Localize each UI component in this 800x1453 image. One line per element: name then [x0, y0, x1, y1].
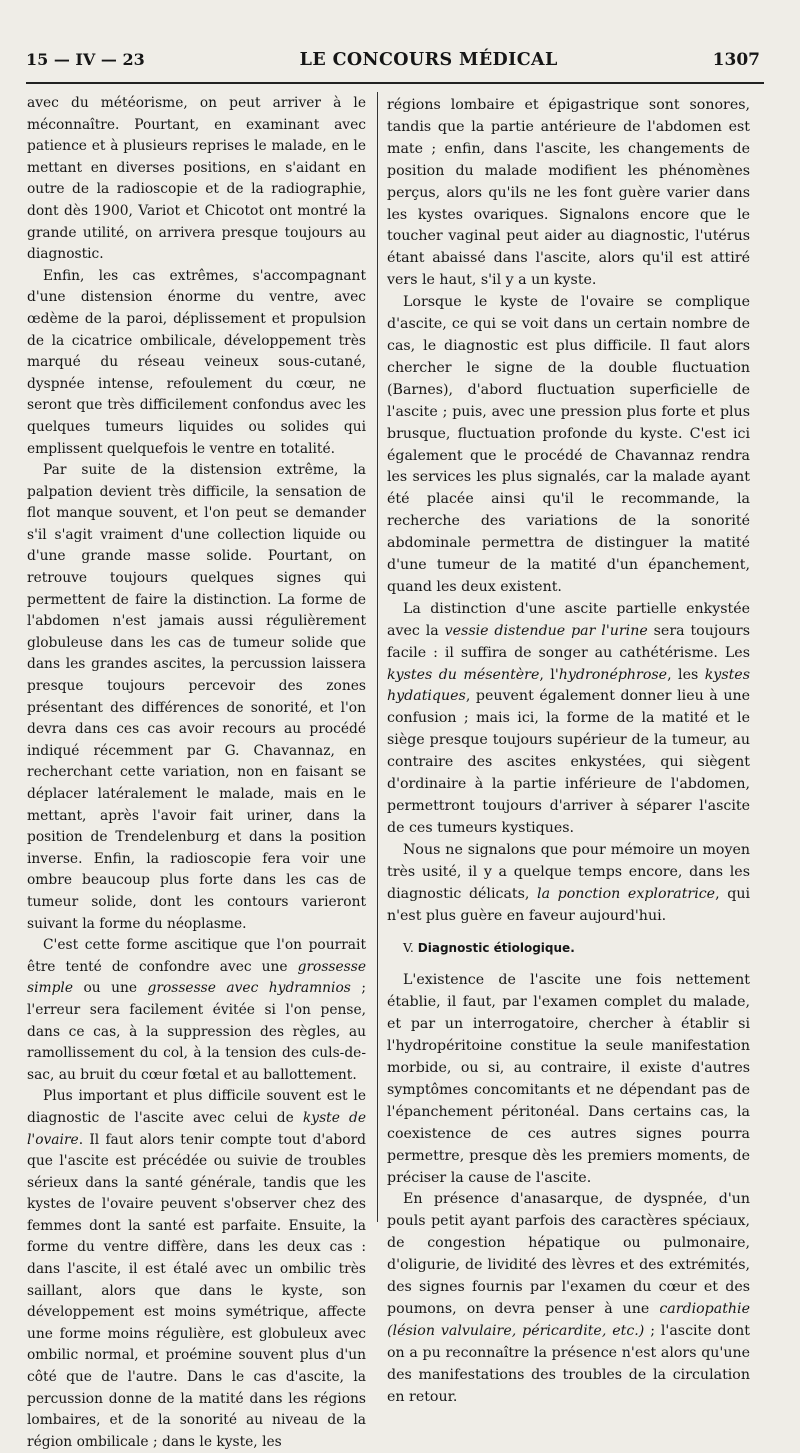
paragraph: L'existence de l'ascite une fois nettement établie, il faut, par l'examen complet du malade, et par un interrogatoire, chercher à établir si l'hydropéritoine constitue la seule manifestation morbide, ou si, au contraire, il existe d'autres symptômes concomitants et ne dépendant pas de l'épanchement péritonéal. Dans certains cas, la coexistence de ces autres signes pourra permettre, presque dès les premiers moments, de préciser la cause de l'ascite. — [387, 972, 750, 1186]
right-column — [387, 95, 750, 1408]
issue-date: 15 — IV — 23 — [26, 50, 145, 69]
paragraph: Enfin, les cas extrêmes, s'accompagnant d'une distension énorme du ventre, avec œdème de la paroi, déplissement et propulsion de la cicatrice ombilicale, développement très marqué du réseau veineux sous-cutané, dyspnée intense, refoulement du cœur, ne seront que très difficilement confondus avec les quelques tumeurs liquides ou solides qui emplissent quelquefois le ventre en totalité. — [27, 267, 366, 457]
paragraph: Nous ne signalons que pour mémoire un moyen très usité, il y a quelque temps encore, dans les diagnostic délicats, la ponction exploratrice, qui n'est plus guère en faveur aujourd'hui. — [387, 841, 750, 924]
paragraph: avec du météorisme, on peut arriver à le méconnaître. Pourtant, en examinant avec patience et à plusieurs reprises le malade, en le mettant en diverses positions, en s'aidant en outre de la radioscopie et de la radiographie, dont dès 1900, Variot et Chicotot ont montré la grande utilité, on arrivera presque toujours au diagnostic. — [27, 95, 366, 263]
paragraph: En présence d'anasarque, de dyspnée, d'un pouls petit ayant parfois des caractères spéciaux, de congestion hépatique ou pulmonaire, d'oligurie, de lividité des lèvres et des extrémités, des signes fournis par l'examen du cœur et des poumons, on devra penser à une cardiopathie (lésion valvulaire, péricardite, etc.) ; l'ascite dont on a pu reconnaître la présence n'est alors qu'une des manifestations des troubles de la circulation en retour. — [387, 1191, 750, 1405]
paragraph: Par suite de la distension extrême, la palpation devient très difficile, la sensation de flot manque souvent, et l'on peut se demander s'il s'agit vraiment d'une collection liquide ou d'une grande masse solide. Pourtant, on retrouve toujours quelques signes qui permettent de faire la distinction. La forme de l'abdomen n'est jamais aussi régulièrement globuleuse dans les cas de tumeur solide que dans les grandes ascites, la percussion laissera presque toujours percevoir des zones présentant des différences de sonorité, et l'on devra dans ces cas avoir recours au procédé indiqué récemment par G. Chavannaz, en recherchant cette variation, non en faisant se déplacer latéralement le malade, mais en le mettant, après l'avoir fait uriner, dans la position de Trendelenburg et dans la position inverse. Enfin, la radioscopie fera voir une ombre beaucoup plus forte dans les cas de tumeur solide, dont les contours varieront suivant la forme du néoplasme. — [27, 462, 366, 932]
column-divider — [377, 92, 378, 1222]
page-number: 1307 — [712, 50, 760, 70]
journal-title: LE CONCOURS MÉDICAL — [299, 50, 558, 70]
running-header — [26, 50, 760, 80]
paragraph: C'est cette forme ascitique que l'on pourrait être tenté de confondre avec une grossesse simple ou une grossesse avec hydramnios ; l'erreur sera facilement évitée si l'on pense, dans ce cas, à la suppression des règles, au ramollissement du col, à la tension des culs-de-sac, au bruit du cœur fœtal et au ballottement. — [27, 937, 366, 1083]
paragraph: Lorsque le kyste de l'ovaire se complique d'ascite, ce qui se voit dans un certain nombre de cas, le diagnostic est plus difficile. Il faut alors chercher le signe de la double fluctuation (Barnes), d'abord fluctuation superficielle de l'ascite ; puis, avec une pression plus forte et plus brusque, fluctuation profonde du kyste. C'est ici également que le procédé de Chavannaz rendra les services les plus signalés, car la malade ayant été placée ainsi qu'il le recommande, la recherche des variations de la sonorité abdominale permettra de distinguer la matité d'une tumeur de la matité d'un épanchement, quand les deux existent. — [387, 294, 750, 595]
paragraph: régions lombaire et épigastrique sont sonores, tandis que la partie antérieure de l'abdomen est mate ; enfin, dans l'ascite, les changements de position du malade modifient les phénomènes perçus, alors qu'ils ne les font guère varier dans les kystes ovariques. Signalons encore que le toucher vaginal peut aider au diagnostic, l'utérus étant abaissé dans l'ascite, alors qu'il est attiré vers le haut, s'il y a un kyste. — [387, 97, 750, 289]
header-rule — [26, 82, 764, 84]
paragraph: Plus important et plus difficile souvent est le diagnostic de l'ascite avec celui de kyste de l'ovaire. Il faut alors tenir compte tout d'abord que l'ascite est précédée ou suivie de troubles sérieux dans la santé générale, tandis que les kystes de l'ovaire peuvent s'observer chez des femmes dont la santé est parfaite. Ensuite, la forme du ventre diffère, dans les deux cas : dans l'ascite, il est étalé avec un ombilic très saillant, alors que dans le kyste, son développement est moins symétrique, affecte une forme moins régulière, est globuleux avec ombilic normal, et proémine souvent plus d'un côté que de l'autre. Dans le cas d'ascite, la percussion donne de la matité dans les régions lombaires, et de la sonorité au niveau de la région ombilicale ; dans le kyste, les — [27, 1088, 366, 1450]
left-column — [27, 93, 366, 1453]
section-heading: V. Diagnostic étiologique. — [403, 940, 575, 956]
paragraph: La distinction d'une ascite partielle enkystée avec la vessie distendue par l'urine sera toujours facile : il suffira de songer au cathétérisme. Les kystes du mésentère, l'hydronéphrose, les kystes hydatiques, peuvent également donner lieu à une confusion ; mais ici, la forme de la matité et le siège presque toujours supérieur de la tumeur, au contraire des ascites enkystées, qui siègent d'ordinaire à la partie inférieure de l'abdomen, permettront toujours d'arriver à séparer l'ascite de ces tumeurs kystiques. — [387, 600, 750, 836]
